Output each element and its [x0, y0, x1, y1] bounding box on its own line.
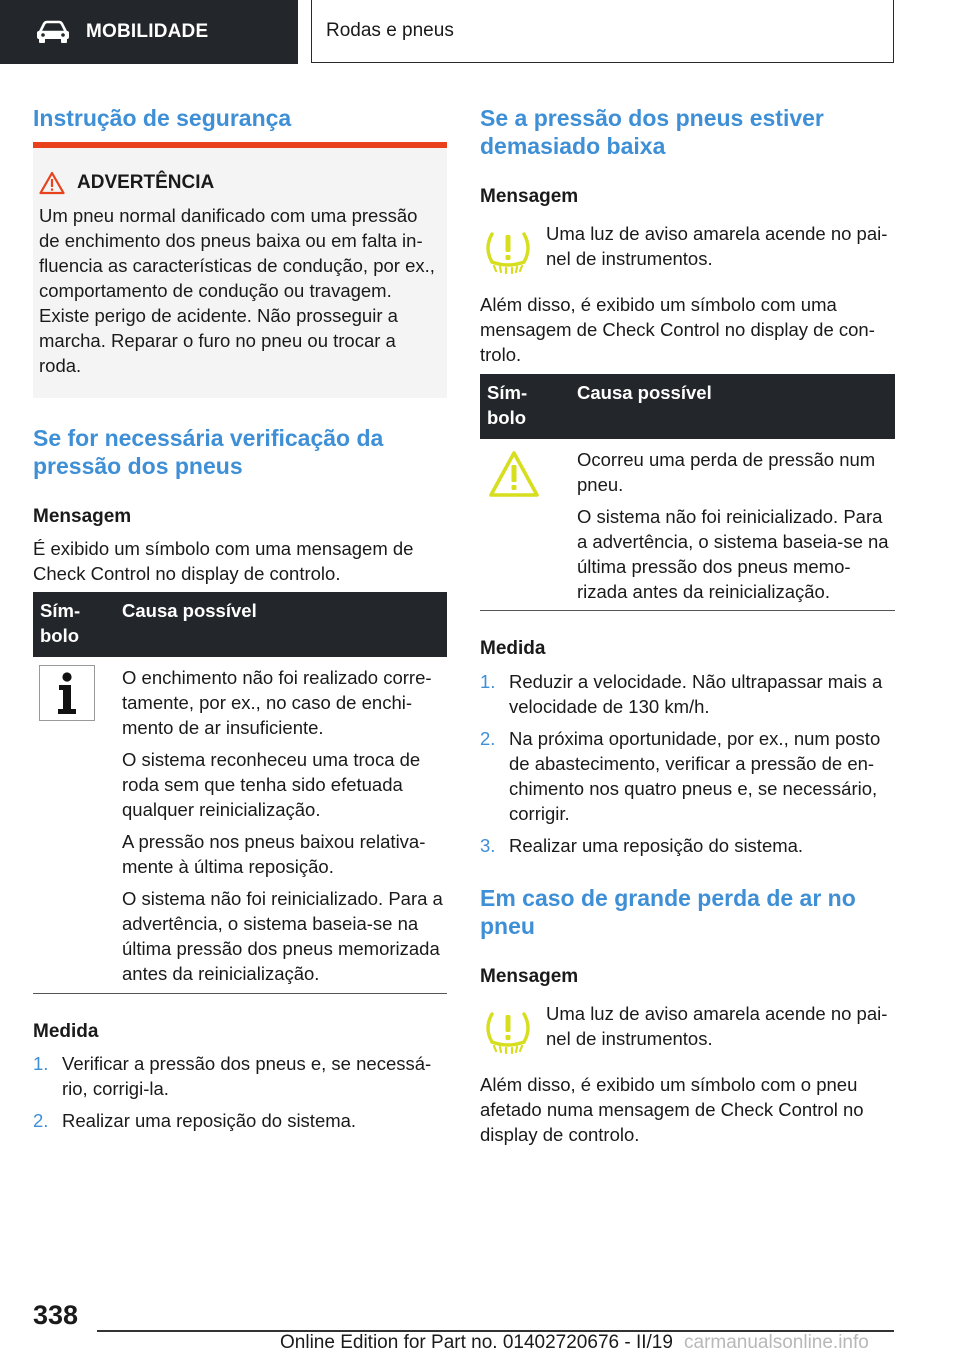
table-header — [480, 374, 895, 439]
cause-text: Ocorreu uma perda de pressão num pneu. — [577, 449, 876, 495]
step-number: 3. — [480, 835, 496, 856]
section-title: MOBILIDADE — [86, 21, 209, 42]
table-header — [33, 592, 447, 657]
tire-pressure-warning-icon — [482, 228, 534, 274]
step-number: 2. — [33, 1110, 49, 1131]
measure-list — [480, 669, 892, 858]
step-text: Reduzir a velocidade. Não ultrapassar mais a velocidade de 130 km/h. — [509, 671, 883, 717]
list-item — [480, 669, 892, 719]
list-item — [480, 833, 892, 858]
col-cause: Causa possível — [122, 600, 257, 621]
message-label: Mensagem — [480, 966, 579, 987]
step-number: 1. — [480, 671, 496, 692]
cause-text: O sistema reconheceu uma troca de roda sem que tenha sido efetuada qualquer reinicialização. — [122, 749, 421, 820]
warning-box — [33, 142, 447, 398]
step-text: Realizar uma reposição do sistema. — [62, 1110, 357, 1131]
lamp-text: Uma luz de aviso amarela acende no painel de instrumentos. — [546, 1003, 888, 1049]
tire-pressure-warning-icon — [482, 1008, 534, 1054]
step-text: Realizar uma reposição do sistema. — [509, 835, 804, 856]
chapter-title: Rodas e pneus — [311, 0, 894, 63]
warning-label: ADVERTÊNCIA — [77, 172, 215, 193]
check-heading: Se for necessária verificação da pressão dos pneus — [33, 425, 384, 479]
cause-text: O sistema não foi reinicializado. Para a advertência, o sistema baseia-se na última pressão dos pneus memorizada antes da reinicialização. — [577, 506, 889, 602]
big-loss-heading: Em caso de grande perda de ar no pneu — [480, 885, 856, 939]
low-pressure-heading: Se a pressão dos pneus estiver demasiado baixa — [480, 105, 824, 159]
cause-text: O sistema não foi reinicializado. Para a advertência, o sistema baseia-se na última pressão dos pneus memorizada antes da reinicialização. — [122, 888, 443, 984]
cause-text: O enchimento não foi realizado corretamente, por ex., no caso de enchimento de ar insuficiente. — [122, 667, 432, 738]
header-section-tab — [0, 0, 298, 64]
message-text: É exibido um símbolo com uma mensagem de Check Control no display de controlo. — [33, 538, 414, 584]
step-text: Na próxima oportunidade, por ex., num posto de abastecimento, verificar a pressão de enchimento nos quatro pneus e, se necessário, corrigir. — [509, 728, 881, 824]
message-label: Mensagem — [33, 506, 132, 527]
measure-label: Medida — [33, 1021, 99, 1042]
step-text: Verificar a pressão dos pneus e, se necessário, corrigi-la. — [62, 1053, 432, 1099]
info-icon — [39, 665, 95, 721]
watermark: carmanualsonline.info — [684, 1332, 869, 1353]
lamp-text: Uma luz de aviso amarela acende no painel de instrumentos. — [546, 223, 888, 269]
table-divider — [480, 610, 895, 611]
col-symbol: Símbolo — [40, 600, 81, 646]
measure-label: Medida — [480, 638, 546, 659]
measure-list — [33, 1051, 443, 1133]
warning-text: Um pneu normal danificado com uma pressão de enchimento dos pneus baixa ou em falta influencia as características de condução, por ex., comportamento de condução ou travagem. Existe perigo de acidente. Não prosseguir a marcha. Reparar o furo no pneu ou trocar a roda. — [39, 205, 435, 376]
col-cause: Causa possível — [577, 382, 712, 403]
col-symbol: Símbolo — [487, 382, 528, 428]
list-item — [33, 1051, 443, 1101]
list-item — [33, 1108, 443, 1133]
warning-title — [39, 170, 214, 195]
footer-edition: Online Edition for Part no. 01402720676 - II/19 — [280, 1332, 673, 1353]
page-number: 338 — [33, 1300, 79, 1330]
cause-text: A pressão nos pneus baixou relativamente à última reposição. — [122, 831, 426, 877]
safety-heading: Instrução de segurança — [33, 105, 292, 131]
step-number: 1. — [33, 1053, 49, 1074]
step-number: 2. — [480, 728, 496, 749]
also-text: Além disso, é exibido um símbolo com uma mensagem de Check Control no display de controlo. — [480, 294, 875, 365]
table-divider — [33, 993, 447, 994]
warning-triangle-icon — [39, 171, 65, 195]
message-label: Mensagem — [480, 186, 579, 207]
also-text: Além disso, é exibido um símbolo com o pneu afetado numa mensagem de Check Control no display de controlo. — [480, 1074, 864, 1145]
list-item — [480, 726, 892, 826]
warning-triangle-icon — [488, 450, 540, 498]
car-icon — [36, 20, 70, 44]
